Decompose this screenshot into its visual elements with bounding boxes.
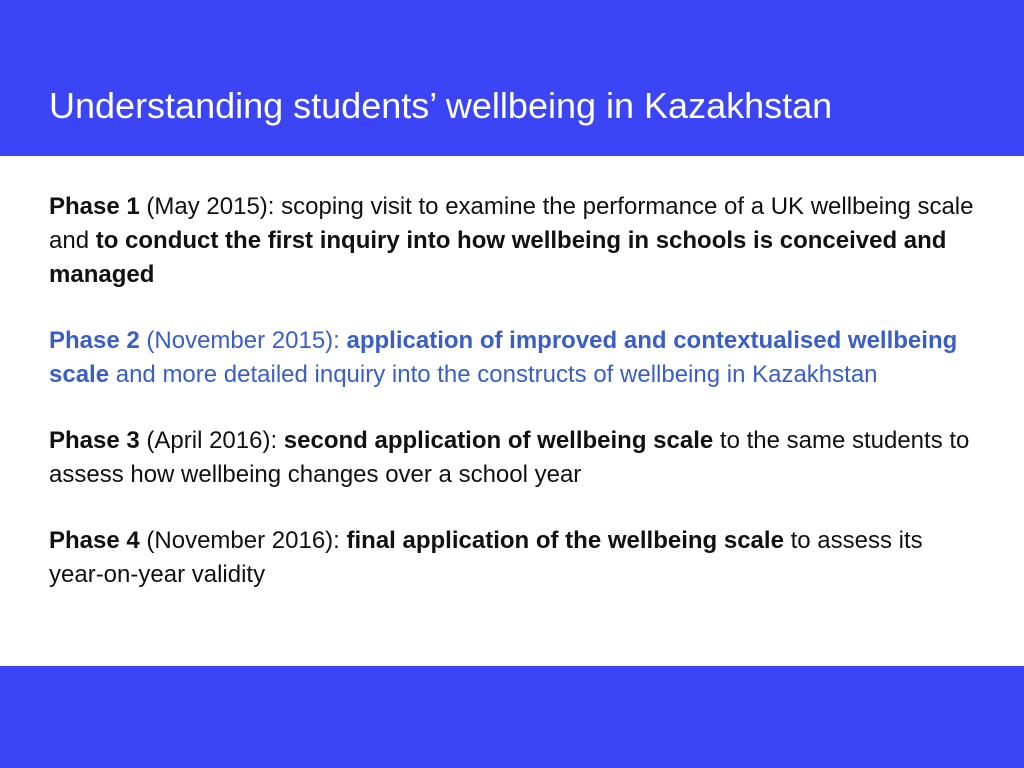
phase-2-date: (November 2015): (139, 327, 347, 354)
phase-4-label: Phase 4 (49, 527, 140, 554)
phase-3-emphasis: second application of wellbeing scale (283, 427, 714, 454)
phase-2-text: and more detailed inquiry into the constructs of wellbeing in Kazakhstan (109, 361, 878, 388)
phase-4-text: to assess its year-on-year validity (49, 527, 923, 588)
phase-1-emphasis: to conduct the first inquiry into how wellbeing in schools is conceived and managed (49, 227, 947, 288)
phase-2-paragraph (49, 324, 979, 392)
footer-band (0, 666, 1024, 768)
phase-3-label: Phase 3 (49, 427, 140, 454)
phase-1-label: Phase 1 (49, 193, 140, 220)
phase-3-paragraph (49, 424, 979, 492)
phase-1-date: (May 2015): (139, 193, 282, 220)
slide-content (49, 190, 979, 592)
phase-2-label: Phase 2 (49, 327, 140, 354)
header-band (0, 0, 1024, 156)
slide-title: Understanding students’ wellbeing in Kazakhstan (49, 85, 833, 126)
phase-4-paragraph (49, 524, 979, 592)
phase-1-paragraph (49, 190, 979, 292)
phase-2-emphasis: application of improved and contextualised wellbeing scale (49, 327, 958, 388)
phase-3-text: to the same students to assess how wellbeing changes over a school year (49, 427, 970, 488)
phase-4-date: (November 2016): (139, 527, 347, 554)
phase-4-emphasis: final application of the wellbeing scale (346, 527, 784, 554)
phase-3-date: (April 2016): (139, 427, 284, 454)
phase-1-text: scoping visit to examine the performance of a UK wellbeing scale and (49, 193, 974, 254)
